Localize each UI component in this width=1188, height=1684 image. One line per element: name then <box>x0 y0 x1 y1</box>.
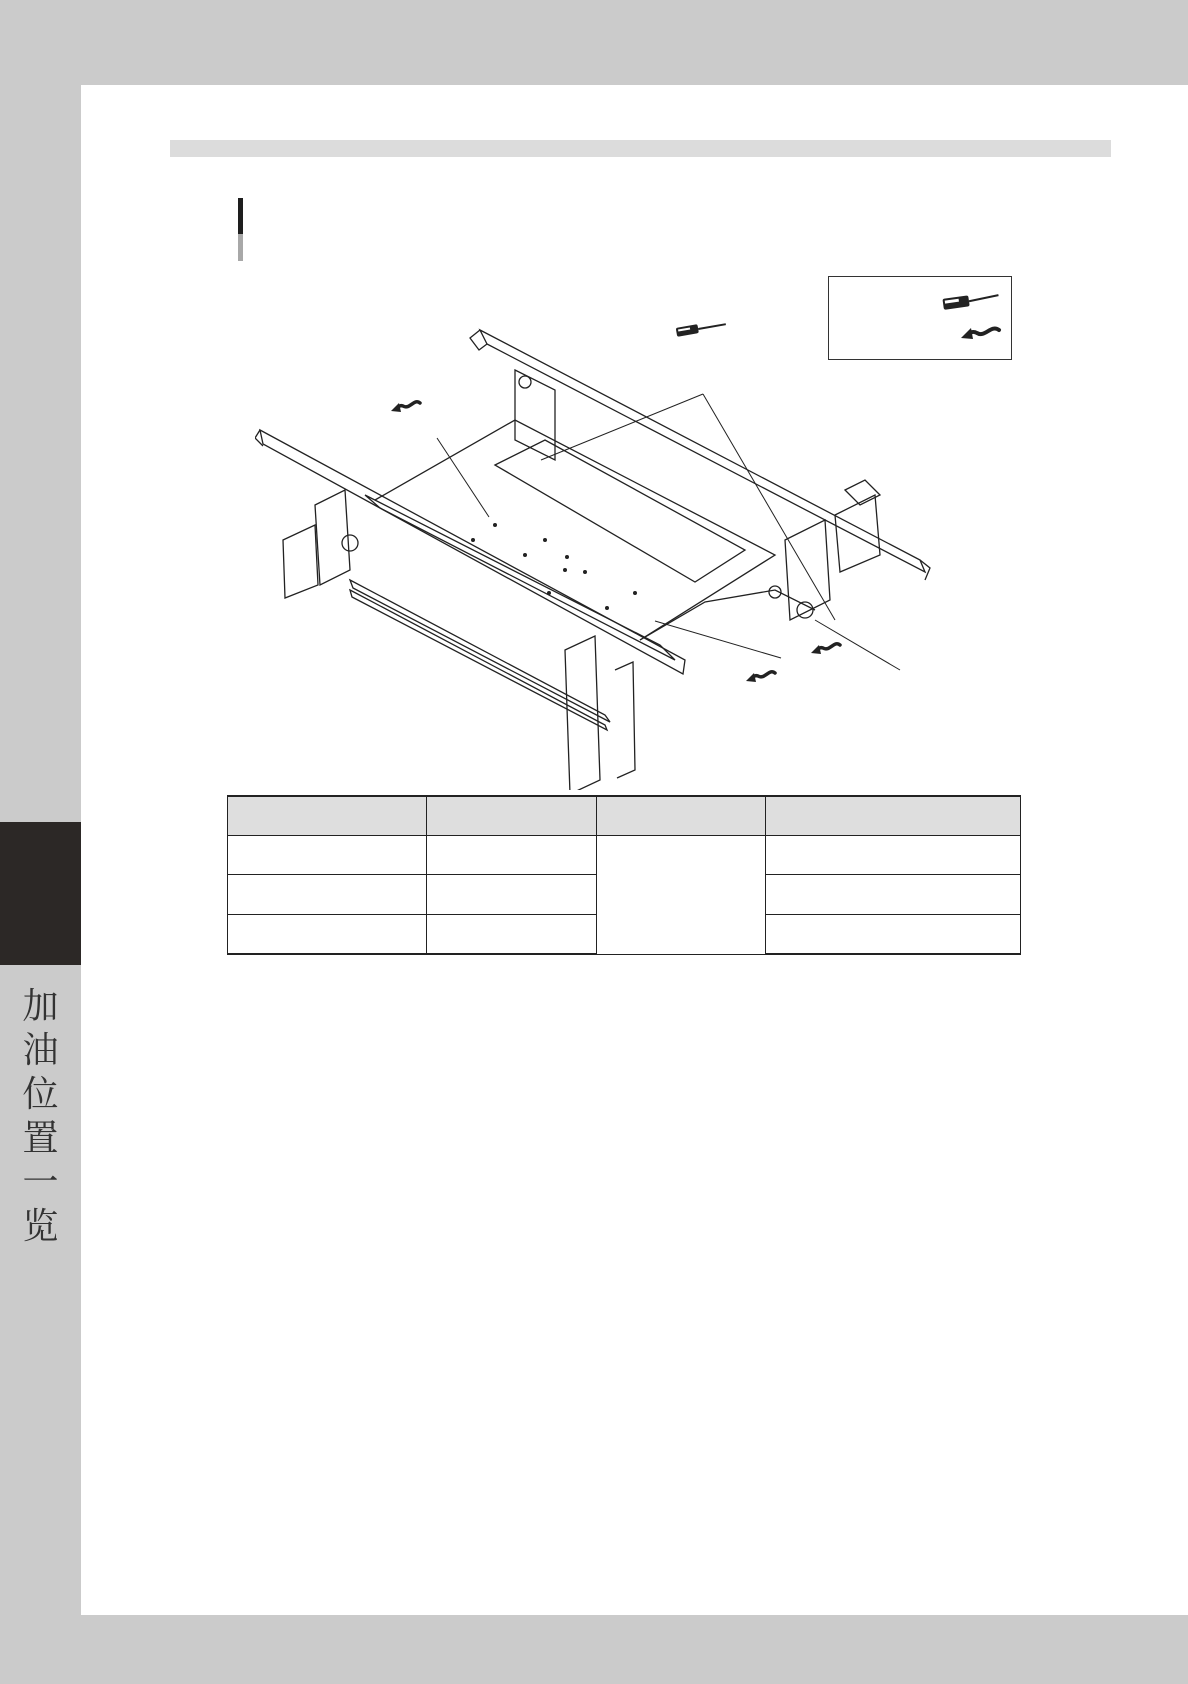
side-tab-char: 一 <box>22 1162 59 1203</box>
table-header <box>596 796 766 836</box>
table-cell <box>426 836 596 875</box>
lubrication-table <box>227 795 1021 955</box>
table-header <box>426 796 596 836</box>
table-cell <box>228 914 427 954</box>
table-row <box>228 836 1021 875</box>
side-tab-char: 油 <box>22 1030 59 1071</box>
table-cell <box>766 875 1021 914</box>
table-header <box>766 796 1021 836</box>
side-tab-char: 加 <box>22 986 59 1027</box>
inner-front-rail <box>365 495 675 660</box>
lower-belt <box>350 580 610 722</box>
table-cell <box>228 875 427 914</box>
table-cell <box>426 914 596 954</box>
rear-right-bracket <box>785 520 830 620</box>
rear-left-bracket <box>515 370 555 460</box>
machine-frame-diagram <box>255 310 955 790</box>
base-plate <box>495 440 745 582</box>
table-header <box>228 796 427 836</box>
table-header-row <box>228 796 1021 836</box>
side-tab-char: 置 <box>22 1118 59 1159</box>
side-tab-char: 位 <box>22 1074 59 1115</box>
oil-arrow-icon <box>957 322 1003 346</box>
table-cell <box>426 875 596 914</box>
side-tab-char: 览 <box>22 1206 59 1247</box>
diagram-grease-gun-icon <box>676 319 727 337</box>
section-marker <box>238 198 243 261</box>
leader-lines <box>437 394 900 670</box>
side-tab-label <box>0 985 81 1249</box>
table-cell <box>228 836 427 875</box>
side-tab-marker <box>0 822 81 965</box>
front-rail <box>260 430 685 674</box>
table-cell-merged <box>596 836 766 954</box>
header-bar <box>170 140 1111 157</box>
table-cell <box>766 914 1021 954</box>
table-cell <box>766 836 1021 875</box>
top-rear-rail <box>480 330 925 572</box>
